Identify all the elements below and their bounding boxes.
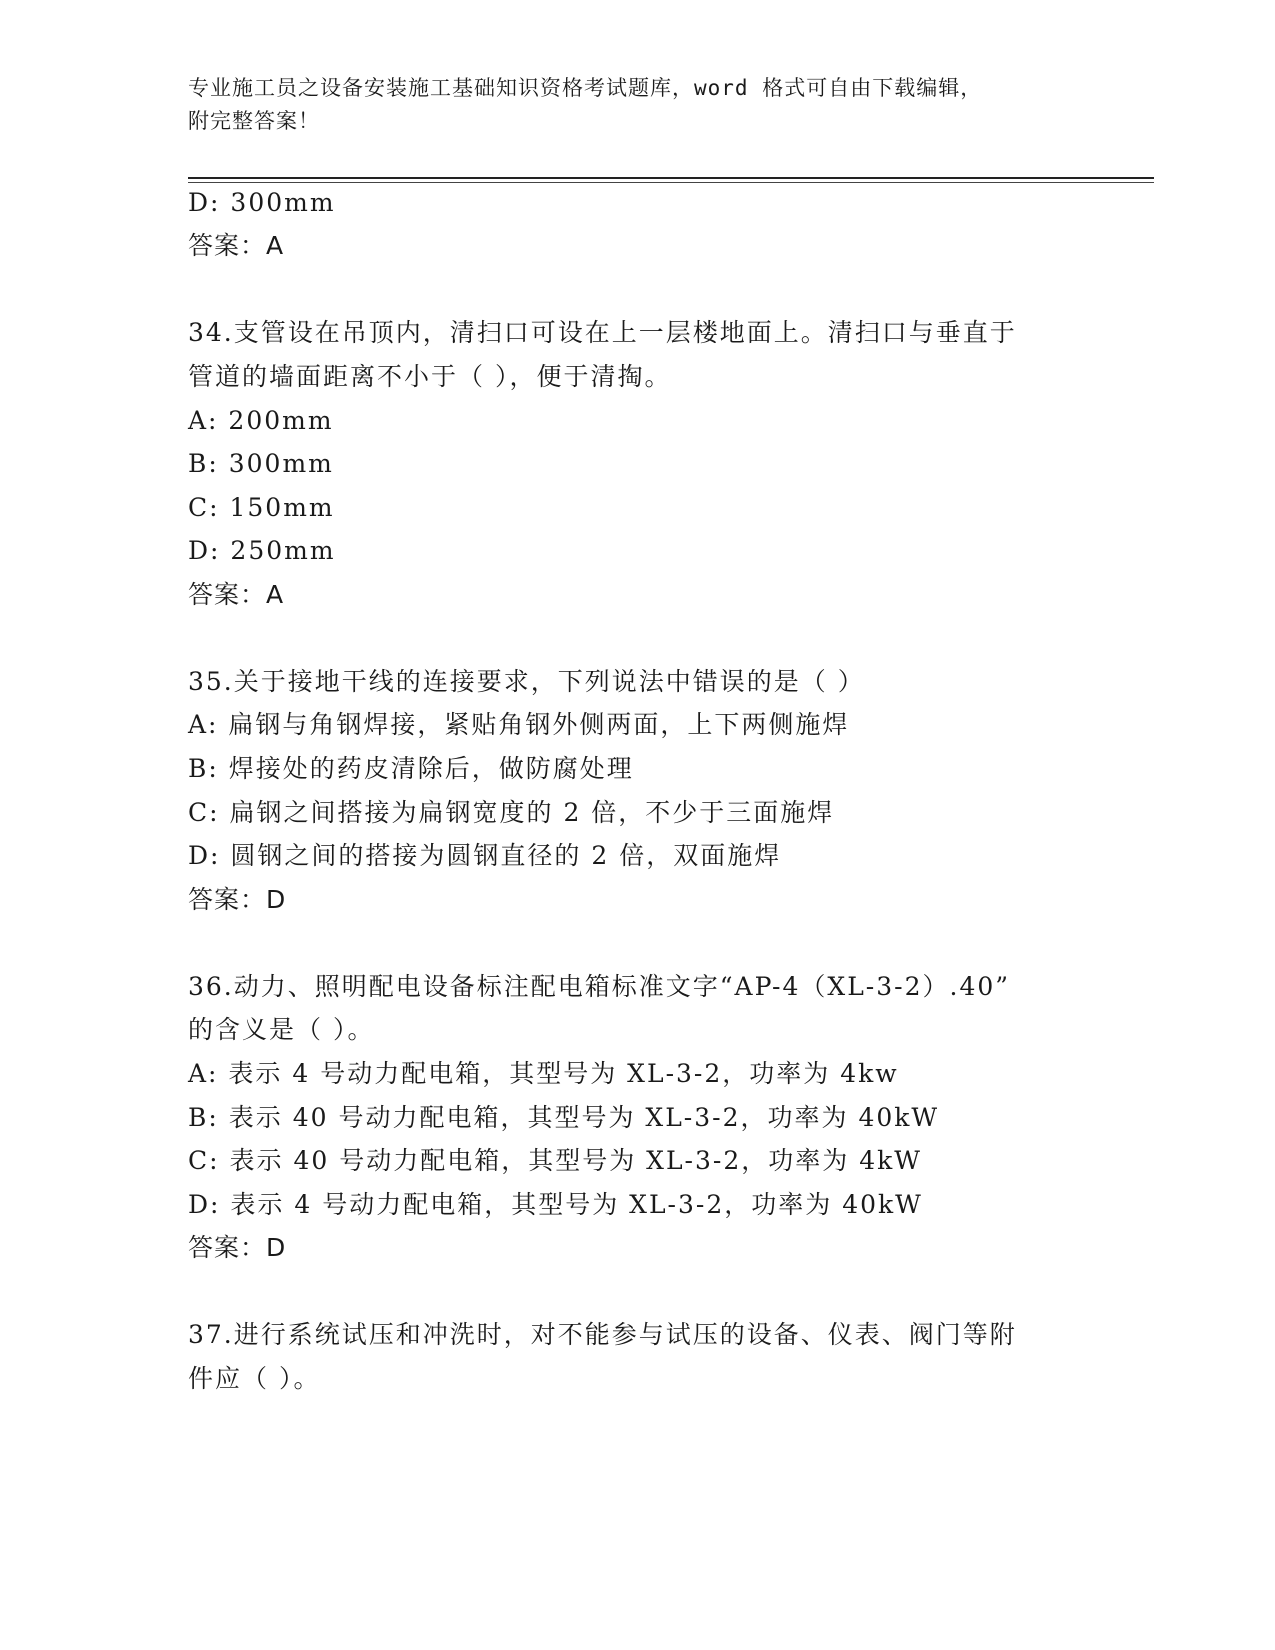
- document-header: [188, 72, 1088, 138]
- q36-option-d: D: 表示 4 号动力配电箱，其型号为 XL-3-2，功率为 40kW: [188, 1190, 923, 1219]
- q34-answer: 答案：A: [188, 580, 285, 609]
- q35-option-d: D: 圆钢之间的搭接为圆钢直径的 2 倍，双面施焊: [188, 841, 782, 870]
- q34-stem-line-2: 管道的墙面距离不小于（ ），便于清掏。: [188, 362, 672, 391]
- q35-option-c: C: 扁钢之间搭接为扁钢宽度的 2 倍，不少于三面施焊: [188, 798, 835, 827]
- q37-stem-line-1: 37.进行系统试压和冲洗时，对不能参与试压的设备、仪表、阀门等附: [188, 1320, 1017, 1349]
- q34-option-b: B: 300mm: [188, 449, 334, 478]
- q34-option-a: A: 200mm: [188, 406, 334, 435]
- q36-stem-line-2: 的含义是（ ）。: [188, 1015, 375, 1044]
- q36-stem-line-1: 36.动力、照明配电设备标注配电箱标准文字“AP-4（XL-3-2）.40”: [188, 972, 1011, 1001]
- header-title-line-2: 附完整答案！: [188, 109, 320, 133]
- q34-option-d: D: 250mm: [188, 536, 336, 565]
- prev-option-d: D: 300mm: [188, 188, 336, 217]
- header-title-line-1: 专业施工员之设备安装施工基础知识资格考试题库，word 格式可自由下载编辑，: [188, 76, 983, 100]
- q36-answer: 答案：D: [188, 1233, 287, 1262]
- prev-answer: 答案：A: [188, 231, 285, 260]
- q35-option-b: B: 焊接处的药皮清除后，做防腐处理: [188, 754, 634, 783]
- q35-answer: 答案：D: [188, 885, 287, 914]
- header-divider-thick: [188, 177, 1154, 179]
- header-divider-thin: [188, 182, 1154, 183]
- q34-option-c: C: 150mm: [188, 493, 335, 522]
- q35-option-a: A: 扁钢与角钢焊接，紧贴角钢外侧两面，上下两侧施焊: [188, 710, 850, 739]
- q36-option-c: C: 表示 40 号动力配电箱，其型号为 XL-3-2，功率为 4kW: [188, 1146, 922, 1175]
- q36-option-a: A: 表示 4 号动力配电箱，其型号为 XL-3-2，功率为 4kw: [188, 1059, 899, 1088]
- q37-stem-line-2: 件应（ ）。: [188, 1364, 321, 1393]
- q36-option-b: B: 表示 40 号动力配电箱，其型号为 XL-3-2，功率为 40kW: [188, 1103, 940, 1132]
- q35-stem-line-1: 35.关于接地干线的连接要求，下列说法中错误的是（ ）: [188, 667, 865, 696]
- q34-stem-line-1: 34.支管设在吊顶内，清扫口可设在上一层楼地面上。清扫口与垂直于: [188, 318, 1017, 347]
